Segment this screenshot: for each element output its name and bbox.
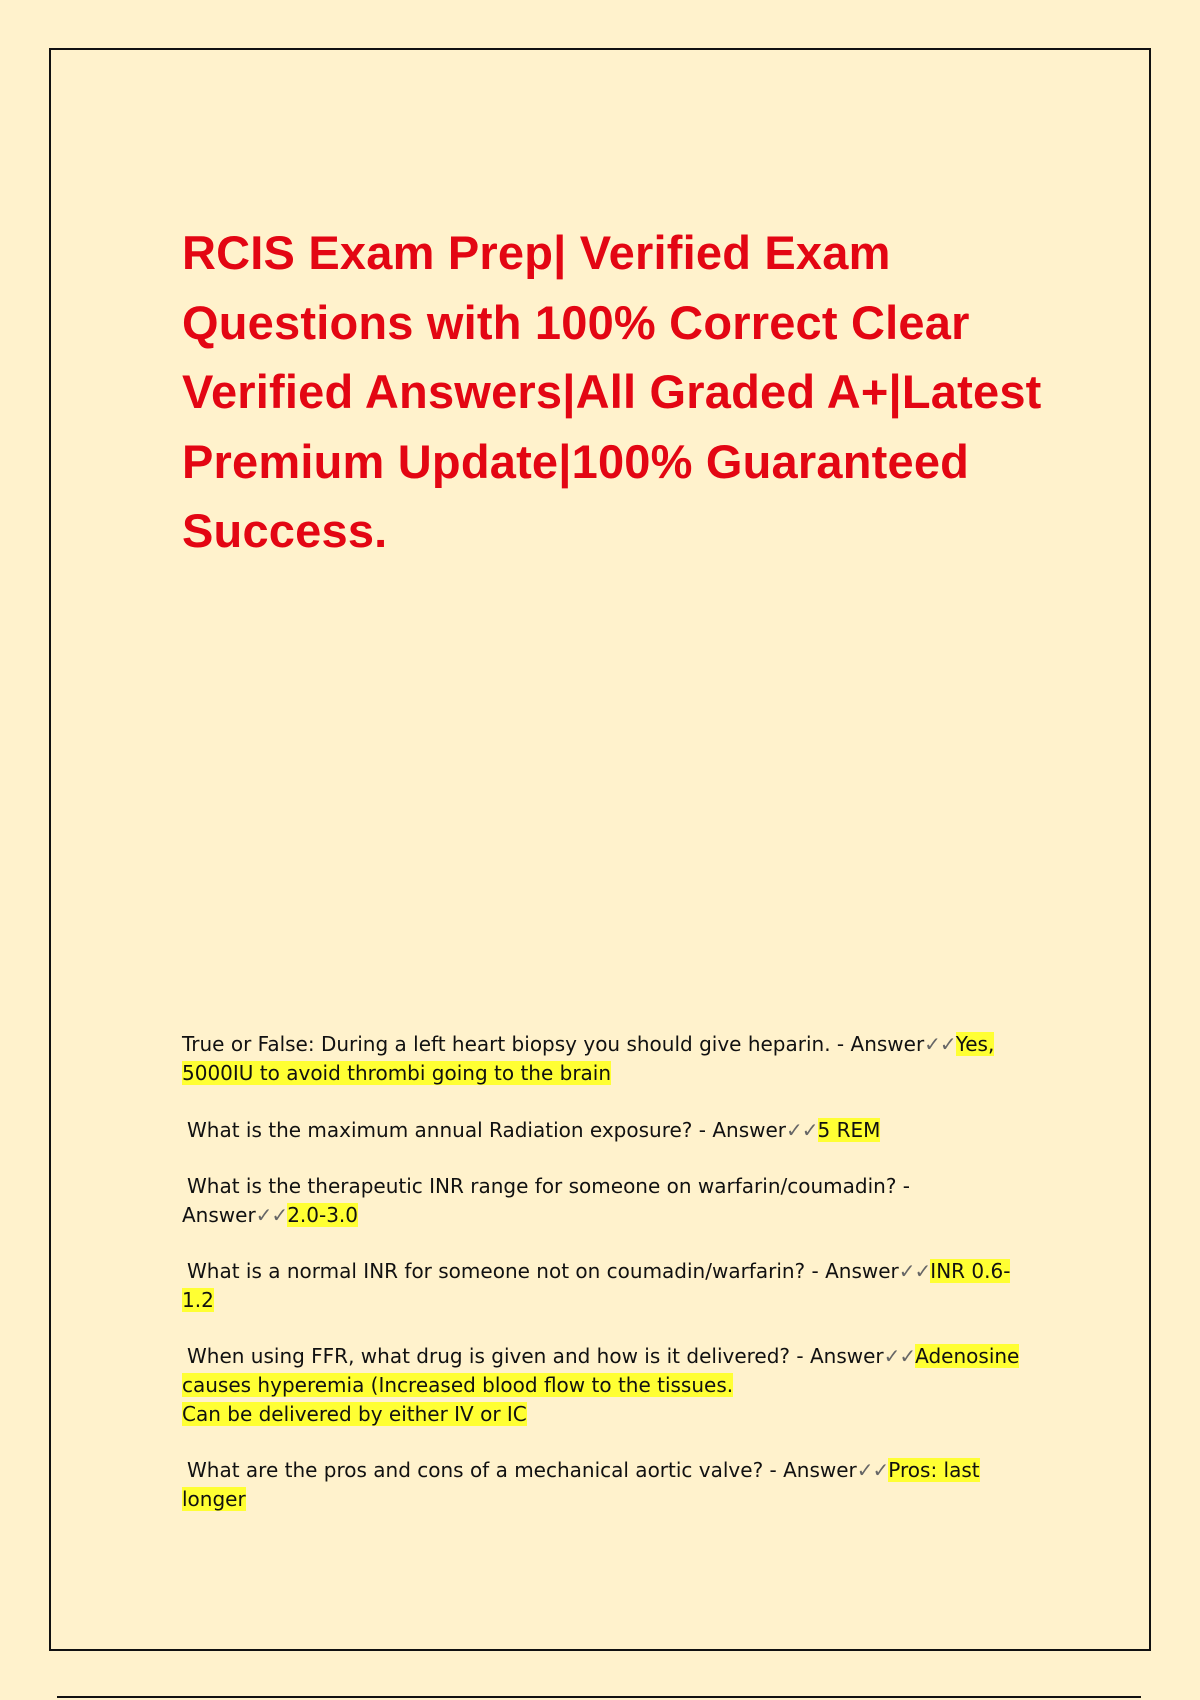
double-check-icon: ✓✓ <box>924 1032 956 1056</box>
double-check-icon: ✓✓ <box>856 1458 889 1482</box>
question-text: What is the therapeutic INR range for someone on warfarin/coumadin? - Answer <box>182 1174 911 1227</box>
qa-item <box>182 1172 1042 1230</box>
question-text: What is a normal INR for someone not on coumadin/warfarin? - Answer <box>187 1259 899 1283</box>
document-title: RCIS Exam Prep| Verified Exam Questions with 100% Correct Clear Verified Answers|All Graded A+|Latest Premium Update|100% Guaranteed Success. <box>182 226 1042 557</box>
answer-text-line-2: Can be delivered by either IV or IC <box>182 1402 527 1426</box>
qa-item <box>182 1342 1042 1429</box>
qa-item <box>182 1116 1042 1145</box>
double-check-icon: ✓✓ <box>786 1118 818 1142</box>
question-text: True or False: During a left heart biopsy you should give heparin. - Answer <box>182 1032 925 1056</box>
double-check-icon: ✓✓ <box>883 1344 916 1368</box>
question-text: What are the pros and cons of a mechanical aortic valve? - Answer <box>187 1458 857 1482</box>
question-text: When using FFR, what drug is given and how is it delivered? - Answer <box>187 1344 884 1368</box>
answer-text: Adenosine causes hyperemia (Increased blood flow to the tissues. <box>182 1344 1020 1397</box>
qa-item <box>182 1030 1042 1088</box>
answer-text: Pros: last longer <box>182 1458 980 1511</box>
question-text: What is the maximum annual Radiation exposure? - Answer <box>187 1118 787 1142</box>
answer-text: INR 0.6-1.2 <box>182 1259 1011 1312</box>
double-check-icon: ✓✓ <box>898 1259 931 1283</box>
double-check-icon: ✓✓ <box>255 1203 288 1227</box>
answer-text: Yes, 5000IU to avoid thrombi going to the brain <box>182 1032 995 1085</box>
qa-list <box>182 1030 1042 1541</box>
qa-item <box>182 1257 1042 1315</box>
qa-item <box>182 1456 1042 1514</box>
answer-text: 5 REM <box>817 1118 881 1142</box>
bottom-rule <box>57 1696 1141 1698</box>
answer-text: 2.0-3.0 <box>287 1203 359 1227</box>
